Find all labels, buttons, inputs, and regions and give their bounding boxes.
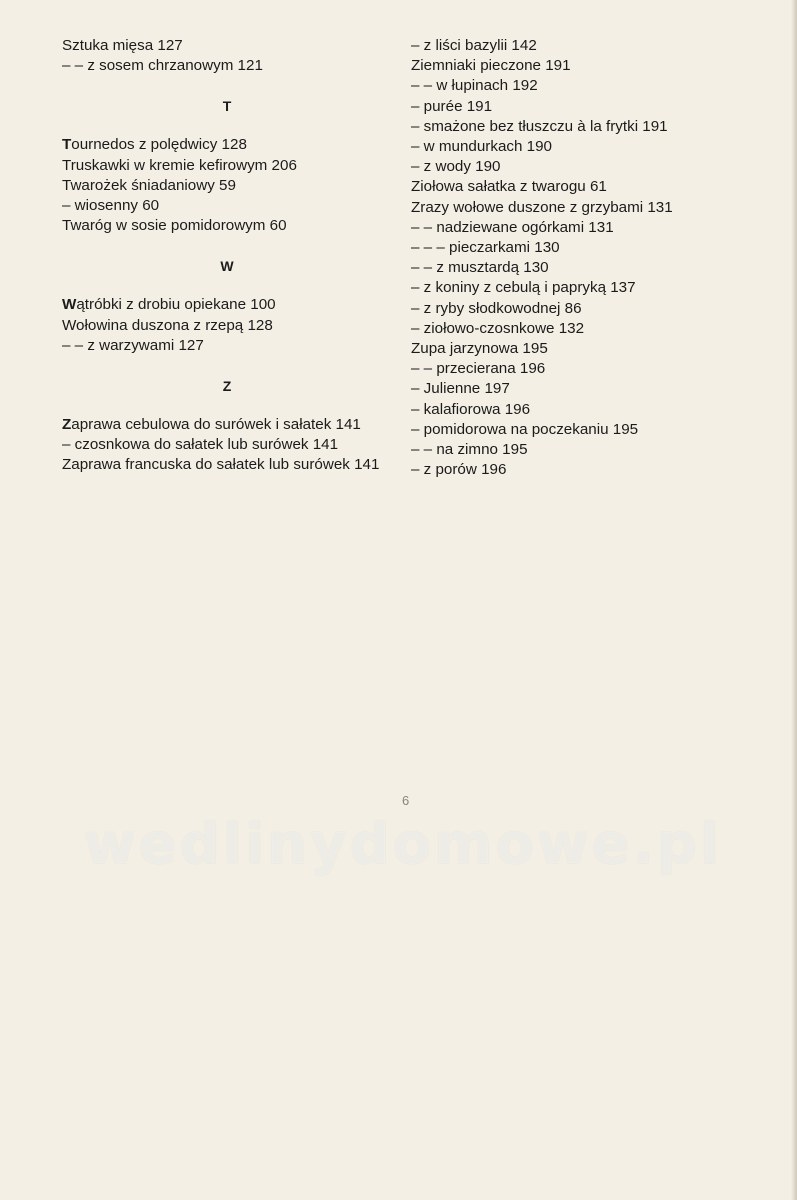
- index-entry: Ziołowa sałatka z twarogu 61: [411, 178, 607, 196]
- index-entry: [62, 135, 392, 155]
- index-entry: – – z warzywami 127: [62, 336, 204, 354]
- index-entry: – z liści bazylii 142: [411, 37, 537, 54]
- index-entry: Zrazy wołowe duszone z grzybami 131: [411, 198, 673, 216]
- index-entry: – purée 191: [411, 97, 493, 115]
- index-entry: – – w łupinach 192: [411, 77, 538, 95]
- index-entry: – w mundurkach 190: [411, 138, 552, 156]
- index-entry: – – z musztardą 130: [411, 259, 549, 277]
- index-entry: – – nadziewane ogórkami 131: [411, 218, 614, 236]
- index-entry: – z wody 190: [411, 158, 501, 176]
- entry-initial: W: [62, 296, 77, 314]
- index-entry: Zaprawa francuska do sałatek lub surówek 141: [62, 456, 380, 474]
- section-letter: Z: [222, 378, 232, 395]
- entry-text: aprawa cebulowa do surówek i sałatek 141: [71, 416, 361, 434]
- index-entry: Zupa jarzynowa 195: [411, 340, 548, 358]
- index-entry: – – przecierana 196: [411, 360, 546, 378]
- entry-text: ątróbki z drobiu opiekane 100: [76, 296, 276, 314]
- index-entry: – czosnkowa do sałatek lub surówek 141: [62, 436, 339, 454]
- entry-text: ournedos z polędwicy 128: [71, 136, 247, 154]
- index-entry: Twarożek śniadaniowy 59: [62, 176, 236, 194]
- section-letter: T: [222, 98, 232, 115]
- index-entry: – wiosenny 60: [62, 197, 160, 215]
- entry-initial: T: [62, 136, 72, 154]
- index-entry: [62, 415, 392, 435]
- index-entry: – z porów 196: [411, 461, 507, 479]
- index-entry: – – na zimno 195: [411, 441, 528, 459]
- index-entry: – Julienne 197: [411, 380, 510, 398]
- index-entry: Ziemniaki pieczone 191: [411, 57, 571, 75]
- index-entry: Twaróg w sosie pomidorowym 60: [62, 217, 287, 235]
- entry-initial: Z: [62, 416, 72, 434]
- index-entry: – z ryby słodkowodnej 86: [411, 299, 582, 317]
- index-entry: Sztuka mięsa 127: [62, 37, 183, 54]
- index-entry: – – – pieczarkami 130: [411, 239, 560, 257]
- index-entry: – smażone bez tłuszczu à la frytki 191: [411, 117, 668, 135]
- index-entry: – z koniny z cebulą i papryką 137: [411, 279, 636, 297]
- index-entry: – pomidorowa na poczekaniu 195: [411, 420, 639, 438]
- index-entry: – – z sosem chrzanowym 121: [62, 57, 263, 75]
- page-edge-shadow: [791, 0, 797, 1200]
- index-entry: [62, 295, 392, 315]
- section-letter: W: [220, 258, 234, 275]
- index-entry: – kalafiorowa 196: [411, 400, 531, 418]
- index-column-left: [62, 36, 392, 476]
- watermark: wedlinydomowe.pl: [84, 812, 723, 877]
- page-number: 6: [402, 793, 410, 808]
- index-entry: – ziołowo-czosnkowe 132: [411, 319, 585, 337]
- index-entry: Truskawki w kremie kefirowym 206: [62, 156, 297, 174]
- index-column-right: [411, 36, 781, 480]
- index-entry: Wołowina duszona z rzepą 128: [62, 316, 273, 334]
